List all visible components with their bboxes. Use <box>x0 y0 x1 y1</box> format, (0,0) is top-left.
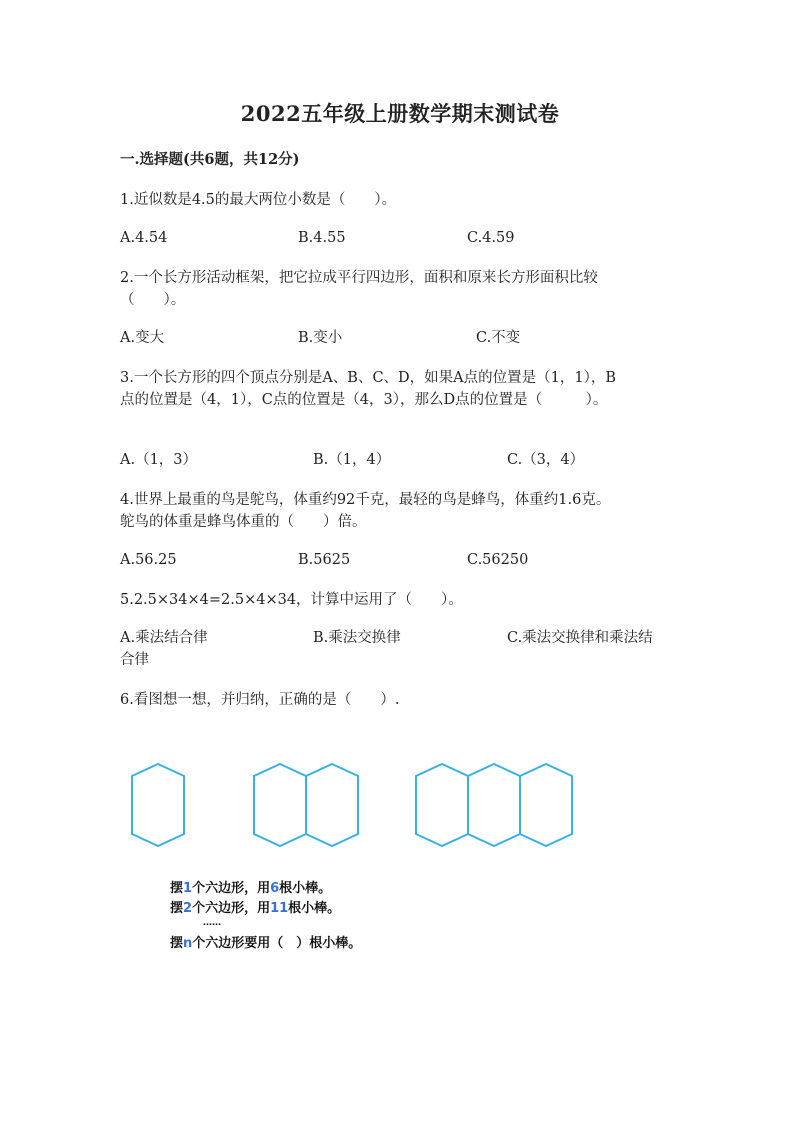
question-5-option-b: B.乘法交换律 <box>313 630 401 646</box>
question-5-option-c-continued: 合律 <box>120 652 149 668</box>
question-4-option-c: C.56250 <box>467 552 529 568</box>
hexagon-figure <box>120 748 600 858</box>
caption-line-3 <box>170 932 361 951</box>
ellipsis: …… <box>203 918 221 928</box>
hexagon-group-2 <box>254 764 358 846</box>
caption-1-sticks: 6 <box>270 881 280 896</box>
question-3-stem-line-2: 点的位置是（4，1），C点的位置是（4，3），那么D点的位置是（ ）。 <box>120 392 608 408</box>
caption-3-count: n <box>183 936 193 951</box>
question-2-option-b: B.变小 <box>298 330 343 346</box>
hexagon-shape <box>254 764 306 846</box>
hexagon-shape <box>132 764 184 846</box>
caption-2-mid: 个六边形，用 <box>192 901 271 916</box>
page-title: 2022五年级上册数学期末测试卷 <box>240 101 560 126</box>
question-3-option-b: B.（1，4） <box>313 452 391 468</box>
hexagon-shape <box>306 764 358 846</box>
caption-line-2 <box>170 897 340 916</box>
question-2-stem-line-2: （ ）。 <box>120 292 186 308</box>
section-heading: 一.选择题(共6题，共12分) <box>120 151 300 168</box>
question-5-option-c: C.乘法交换律和乘法结 <box>507 630 653 646</box>
hexagon-shape <box>468 764 520 846</box>
question-4-stem-line-1: 4.世界上最重的鸟是鸵鸟，体重约92千克，最轻的鸟是蜂鸟，体重约1.6克。 <box>120 492 611 508</box>
caption-2-pre: 摆 <box>170 901 184 916</box>
caption-2-post: 根小棒。 <box>288 901 341 916</box>
question-2-stem-line-1: 2.一个长方形活动框架，把它拉成平行四边形，面积和原来长方形面积比较 <box>120 270 598 286</box>
caption-2-count: 2 <box>183 901 193 916</box>
question-6-stem: 6.看图想一想，并归纳，正确的是（ ）. <box>120 692 400 708</box>
question-5-option-a: A.乘法结合律 <box>120 630 208 646</box>
caption-1-count: 1 <box>183 881 193 896</box>
caption-line-1 <box>170 877 331 896</box>
caption-3-pre: 摆 <box>170 936 184 951</box>
question-1-option-a: A.4.54 <box>120 230 168 246</box>
question-2-option-c: C.不变 <box>476 330 521 346</box>
question-4-stem-line-2: 鸵鸟的体重是蜂鸟体重的（ ）倍。 <box>120 514 367 530</box>
caption-1-pre: 摆 <box>170 881 184 896</box>
question-2-option-a: A.变大 <box>120 330 165 346</box>
question-4-option-a: A.56.25 <box>120 552 177 568</box>
caption-2-sticks: 11 <box>270 901 289 916</box>
question-1-option-c: C.4.59 <box>467 230 515 246</box>
caption-1-mid: 个六边形，用 <box>192 881 271 896</box>
question-5-stem: 5.2.5×34×4=2.5×4×34，计算中运用了（ ）。 <box>120 592 463 608</box>
question-3-stem-line-1: 3.一个长方形的四个顶点分别是A、B、C、D，如果A点的位置是（1，1），B <box>120 370 617 386</box>
question-3-option-a: A.（1，3） <box>120 452 198 468</box>
hexagon-group-1 <box>132 764 184 846</box>
caption-3-post: 个六边形要用（ ）根小棒。 <box>192 936 362 951</box>
hexagon-shape <box>416 764 468 846</box>
question-1-stem: 1.近似数是4.5的最大两位小数是（ ）。 <box>120 192 397 208</box>
question-1-option-b: B.4.55 <box>298 230 346 246</box>
hexagon-group-3 <box>416 764 572 846</box>
hexagon-shape <box>520 764 572 846</box>
caption-1-post: 根小棒。 <box>279 881 332 896</box>
question-4-option-b: B.5625 <box>298 552 351 568</box>
question-3-option-c: C.（3，4） <box>507 452 585 468</box>
